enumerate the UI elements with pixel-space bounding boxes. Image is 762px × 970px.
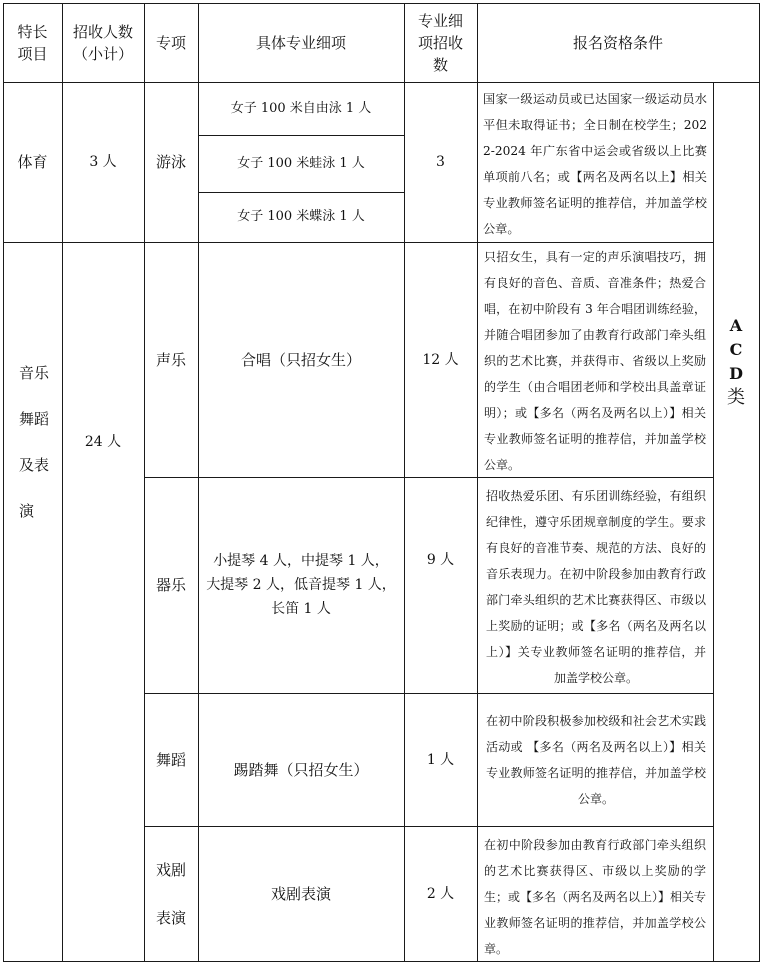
drama-specialty — [144, 826, 198, 961]
sports-category — [3, 82, 62, 242]
arts-count-text: 24 人 — [84, 434, 122, 450]
header-category — [3, 3, 62, 82]
vocal-detail — [198, 242, 404, 477]
header-detail-label: 具体专业细项 — [255, 33, 346, 52]
arts-category-line4: 演 — [19, 502, 35, 520]
header-quota-line3: 数 — [432, 55, 448, 74]
header-detail — [198, 3, 404, 82]
dance-specialty — [144, 693, 198, 826]
drama-detail-text: 戏剧表演 — [270, 884, 331, 903]
category-class-c: C — [729, 340, 743, 359]
vocal-specialty-text: 声乐 — [155, 350, 186, 369]
swim-quota — [404, 82, 477, 242]
col-divider-6 — [713, 82, 714, 962]
header-count — [62, 3, 144, 82]
header-count-line2: （小计） — [72, 44, 133, 63]
instrument-detail-line2: 大提琴 2 人，低音提琴 1 人， — [206, 577, 396, 593]
arts-category-line1: 音乐 — [19, 364, 50, 382]
vocal-specialty — [144, 242, 198, 477]
sports-count — [62, 82, 144, 242]
header-quota-line1: 专业细 — [417, 11, 463, 30]
swim-detail-freestyle — [198, 82, 404, 135]
arts-count — [62, 242, 144, 642]
header-requirements — [477, 3, 759, 82]
swim-detail-breaststroke — [198, 135, 404, 192]
vocal-quota — [404, 242, 477, 477]
swim-specialty — [144, 82, 198, 242]
sports-category-text: 体育 — [17, 153, 48, 171]
header-requirements-label: 报名资格条件 — [572, 33, 663, 52]
swim-detail-butterfly-text: 女子 100 米蝶泳 1 人 — [237, 209, 365, 224]
dance-specialty-text: 舞蹈 — [155, 750, 186, 769]
drama-quota-text: 2 人 — [426, 885, 455, 902]
header-count-line1: 招收人数 — [72, 22, 133, 41]
swim-detail-freestyle-text: 女子 100 米自由泳 1 人 — [230, 100, 372, 116]
category-class-suffix: 类 — [727, 387, 745, 408]
vocal-requirements: 只招女生，具有一定的声乐演唱技巧，拥有良好的音色、音质、音准条件；热爱合唱，在初中阶段有 3 年合唱团训练经验，并随合唱团参加了由教育行政部门牵头组织的艺术比赛，并获得市、省级以上奖励的学生（由合唱团老师和学校出具盖章证明）；或【多名（两名及两名以上）】相关专业教师签名证明的推荐信，并加盖学校公章。 — [484, 250, 706, 472]
dance-quota-text: 1 人 — [426, 751, 455, 768]
header-category-line1: 特长 — [17, 22, 48, 41]
instrument-requirements: 招收热爱乐团、有乐团训练经验，有组织纪律性，遵守乐团规章制度的学生。要求有良好的音准节奏、规范的方法、良好的音乐表现力。在初中阶段参加由教育行政部门牵头组织的艺术比赛获得区、市级以上奖励的证明；或【多名（两名及两名以上）】关专业教师签名证明的推荐信，并加盖学校公章。 — [486, 489, 706, 685]
sports-count-text: 3 人 — [89, 154, 117, 170]
swim-quota-text: 3 — [436, 154, 445, 170]
col-divider-5 — [477, 3, 478, 962]
drama-requirements: 在初中阶段参加由教育行政部门牵头组织的艺术比赛获得区、市级以上奖励的学生；或【多名（两名及两名以上）】相关专业教师签名证明的推荐信，并加盖学校公章。 — [484, 838, 707, 956]
dance-detail — [198, 693, 404, 847]
instrument-detail — [198, 477, 404, 693]
arts-category — [3, 242, 62, 642]
dance-requirements: 在初中阶段积极参加校级和社会艺术实践活动或 【多名（两名及两名以上）】相关专业教师签名证明的推荐信，并加盖学校公章。 — [486, 714, 706, 806]
drama-specialty-line1: 戏剧 — [155, 860, 186, 879]
header-quota-line2: 项招收 — [417, 33, 463, 52]
instrument-detail-line3: 长笛 1 人 — [271, 601, 331, 617]
instrument-detail-line1: 小提琴 4 人，中提琴 1 人， — [213, 553, 389, 569]
instrument-specialty — [144, 477, 198, 693]
category-class-a: A — [729, 316, 743, 335]
instrument-quota-text: 9 人 — [426, 552, 455, 568]
vocal-quota-text: 12 人 — [422, 351, 459, 368]
header-quota — [404, 3, 477, 82]
dance-detail-text: 踢踏舞（只招女生） — [233, 761, 369, 779]
arts-category-line2: 舞蹈 — [19, 410, 50, 428]
arts-category-line3: 及表 — [19, 456, 50, 474]
drama-quota — [404, 826, 477, 961]
instrument-specialty-text: 器乐 — [155, 576, 186, 594]
header-specialty — [144, 3, 198, 82]
swim-detail-breaststroke-text: 女子 100 米蛙泳 1 人 — [237, 155, 365, 171]
drama-specialty-line2: 表演 — [155, 908, 186, 927]
swim-specialty-text: 游泳 — [155, 153, 186, 171]
border-right — [759, 3, 760, 962]
header-category-line2: 项目 — [17, 44, 48, 63]
swim-detail-butterfly — [198, 192, 404, 242]
category-class — [721, 314, 751, 410]
instrument-quota — [404, 477, 477, 643]
category-class-d: D — [729, 364, 743, 383]
dance-quota — [404, 693, 477, 826]
header-specialty-label: 专项 — [155, 33, 186, 52]
drama-detail — [198, 826, 404, 961]
vocal-detail-text: 合唱（只招女生） — [240, 350, 361, 369]
swim-requirements: 国家一级运动员或已达国家一级运动员水平但未取得证书；全日制在校学生；2022-2024 年广东省中运会或省级以上比赛单项前八名；或【两名及两名以上】相关专业教师签名证明的推荐信，并加盖学校公章。 — [483, 92, 707, 236]
